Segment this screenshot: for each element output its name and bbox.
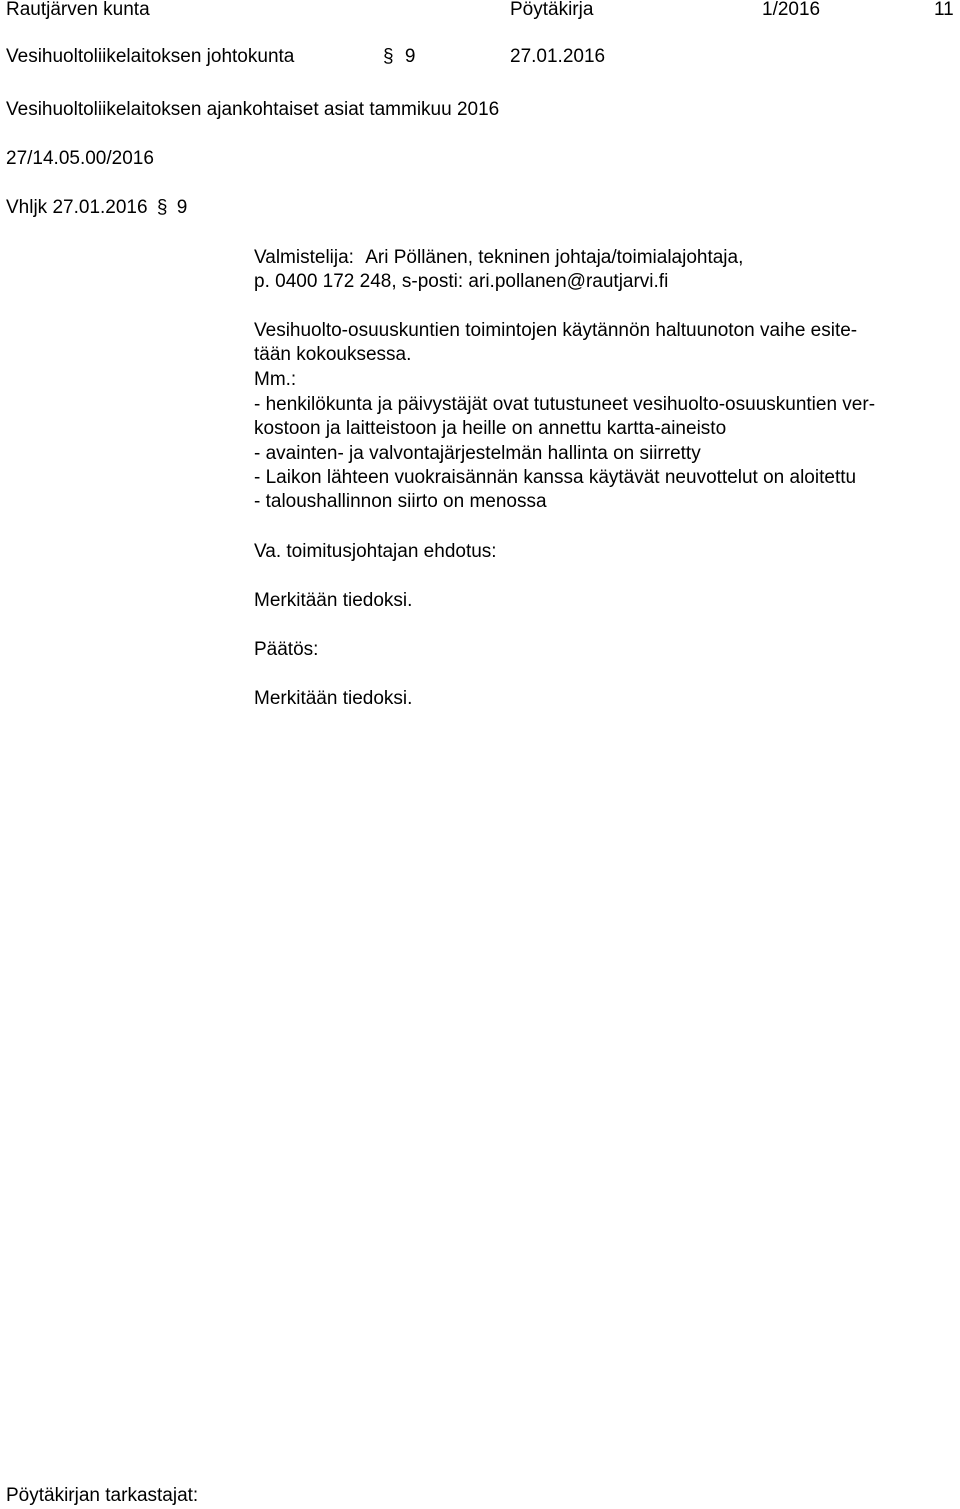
page-number: 11 bbox=[934, 0, 954, 20]
list-line: - avainten- ja valvontajärjestelmän hallinta on siirretty bbox=[254, 443, 701, 464]
section-symbol: § bbox=[383, 46, 394, 67]
intro-line-1: Vesihuolto-osuuskuntien toimintojen käytännön haltuunoton vaihe esite- bbox=[254, 320, 858, 341]
board-section-label: Vhljk 27.01.2016 bbox=[6, 197, 148, 218]
board-name: Vesihuoltoliikelaitoksen johtokunta bbox=[6, 46, 295, 67]
meeting-date: 27.01.2016 bbox=[510, 46, 606, 67]
section-number: 9 bbox=[404, 46, 416, 67]
document-type: Pöytäkirja bbox=[510, 0, 594, 20]
list-line: - henkilökunta ja päivystäjät ovat tutustuneet vesihuolto-osuuskuntien ver- bbox=[254, 394, 876, 415]
board-section-symbol: § bbox=[156, 197, 168, 218]
board-section bbox=[6, 196, 187, 220]
decision-text: Merkitään tiedoksi. bbox=[254, 688, 413, 709]
list-line: - taloushallinnon siirto on menossa bbox=[254, 491, 547, 512]
item-title: Vesihuoltoliikelaitoksen ajankohtaiset asiat tammikuu 2016 bbox=[6, 99, 500, 120]
list-line: - Laikon lähteen vuokraisännän kanssa käytävät neuvottelut on aloitettu bbox=[254, 467, 857, 488]
preparer-contact: p. 0400 172 248, s-posti: ari.pollanen@rautjarvi.fi bbox=[254, 271, 669, 292]
proposal-label: Va. toimitusjohtajan ehdotus: bbox=[254, 541, 497, 562]
item-reference: 27/14.05.00/2016 bbox=[6, 148, 154, 169]
board-section-number: 9 bbox=[176, 197, 188, 218]
list-line: kostoon ja laitteistoon ja heille on annettu kartta-aineisto bbox=[254, 418, 727, 439]
municipality-name: Rautjärven kunta bbox=[6, 0, 150, 20]
preparer-name: Ari Pöllänen, tekninen johtaja/toimialajohtaja, bbox=[365, 247, 744, 268]
section-reference bbox=[383, 45, 415, 69]
proposal-text: Merkitään tiedoksi. bbox=[254, 590, 413, 611]
preparer-label: Valmistelija: bbox=[254, 247, 354, 268]
preparer-line bbox=[254, 246, 743, 270]
list-header: Mm.: bbox=[254, 369, 297, 390]
decision-label: Päätös: bbox=[254, 639, 319, 660]
intro-line-2: tään kokouksessa. bbox=[254, 344, 412, 365]
reviewers-label: Pöytäkirjan tarkastajat: bbox=[6, 1485, 199, 1506]
document-number: 1/2016 bbox=[762, 0, 821, 20]
